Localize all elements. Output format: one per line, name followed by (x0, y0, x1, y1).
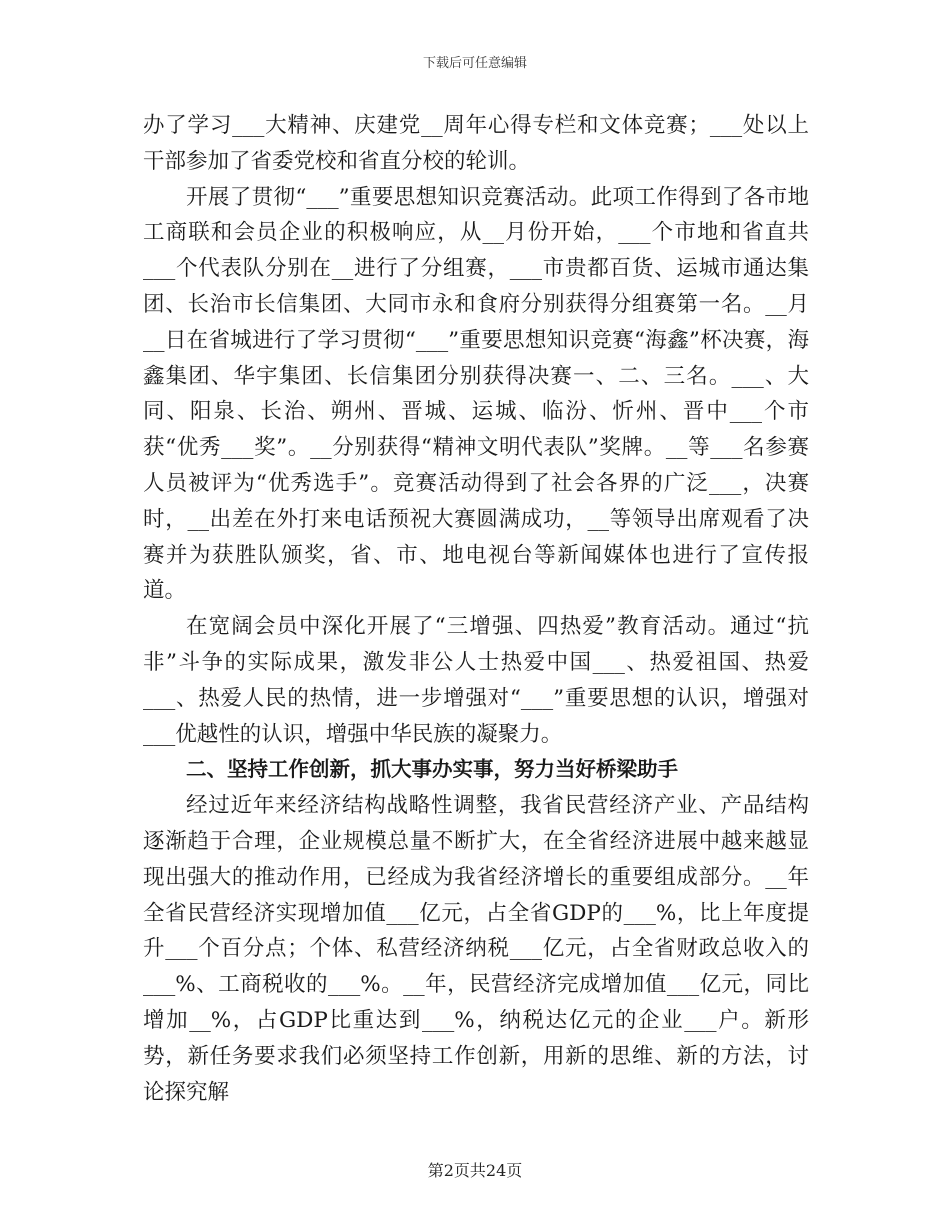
paragraph-3: 在宽阔会员中深化开展了“三增强、四热爱”教育活动。通过“抗非”斗争的实际成果，激发非公人士热爱中国___、热爱祖国、热爱___、热爱人民的热情，进一步增强对“___”重要思想的认识，增强对___优越性的认识，增强中华民族的凝聚力。 (143, 614, 809, 747)
page-header-note: 下载后可任意编辑 (422, 56, 527, 71)
paragraph-4: 经过近年来经济结构战略性调整，我省民营经济产业、产品结构逐渐趋于合理，企业规模总量不断扩大，在全省经济进展中越来越显现出强大的推动作用，已经成为我省经济增长的重要组成部分。__年全省民营经济实现增加值___亿元，占全省GDP的___%，比上年度提升___个百分点；个体、私营经济纳税___亿元，占全省财政总收入的___%、工商税收的___%。__年，民营经济完成增加值___亿元，同比增加__%，占GDP比重达到___%，纳税达亿元的企业___户。新形势，新任务要求我们必须坚持工作创新，用新的思维、新的方法，讨论探究解 (143, 793, 809, 1105)
paragraph-2: 开展了贯彻“___”重要思想知识竞赛活动。此项工作得到了各市地工商联和会员企业的积极响应，从__月份开始，___个市地和省直共___个代表队分别在__进行了分组赛，___市贵都百货、运城市通达集团、长治市长信集团、大同市永和食府分别获得分组赛第一名。__月__日在省城进行了学习贯彻“___”重要思想知识竞赛“海鑫”杯决赛，海鑫集团、华宇集团、长信集团分别获得决赛一、二、三名。___、大同、阳泉、长治、朔州、晋城、运城、临汾、忻州、晋中___个市获“优秀___奖”。__分别获得“精神文明代表队”奖牌。__等___名参赛人员被评为“优秀选手”。竞赛活动得到了社会各界的广泛___，决赛时，__出差在外打来电话预祝大赛圆满成功，__等领导出席观看了决赛并为获胜队颁奖，省、市、地电视台等新闻媒体也进行了宣传报道。 (143, 184, 809, 604)
section-heading-2: 二、坚持工作创新，抓大事办实事，努力当好桥梁助手 (186, 757, 678, 782)
paragraph-1: 办了学习___大精神、庆建党__周年心得专栏和文体竞赛；___处以上干部参加了省委党校和省直分校的轮训。 (143, 113, 809, 174)
document-body (143, 108, 809, 1110)
page-number: 第2页共24页 (427, 1161, 523, 1180)
